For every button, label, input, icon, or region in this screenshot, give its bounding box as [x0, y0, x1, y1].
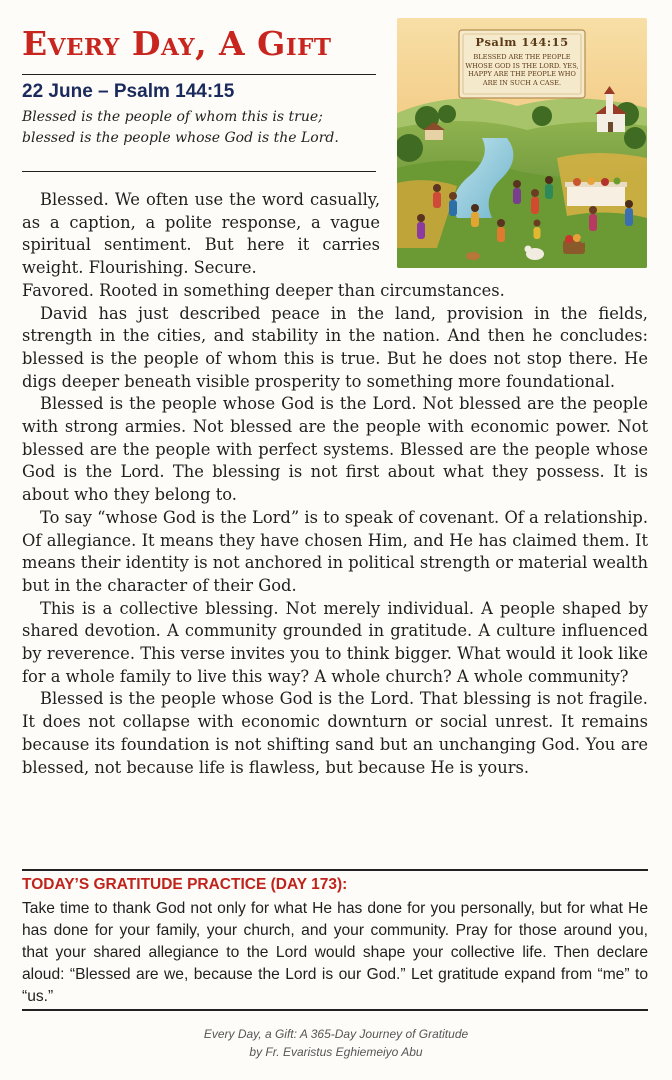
paragraph: Blessed is the people whose God is the Lord. That blessing is not fragile. It does not collapse with economic downturn or social unrest. It remains because its foundation is not shifting sand but an unchanging God. You are blessed, not because life is flawless, but because He is yours. — [22, 689, 648, 777]
caption-reference: Psalm 144:15 — [475, 35, 569, 49]
paragraph: This is a collective blessing. Not merely individual. A people shaped by shared devotion. A community grounded in gratitude. A culture influenced by reverence. This verse invites you to think bigger. What would it look like for a whole family to live this way? A whole church? A whole community? — [22, 598, 648, 686]
paragraph: Favored. Rooted in something deeper than circumstances. — [22, 280, 505, 300]
practice-top-divider — [22, 869, 648, 871]
illustration-caption — [461, 35, 583, 87]
practice-bottom-divider — [22, 1009, 648, 1011]
paragraph: Blessed is the people whose God is the Lord. Not blessed are the people with strong armies. Not blessed are the people with economic power. Not blessed are the people with perfect systems. Blessed are the people whose God is the Lord. The blessing is not first about what they possess. It is about who they belong to. — [22, 394, 648, 505]
devotional-body — [22, 189, 648, 779]
page-title: Every Day, A Gift — [22, 24, 332, 63]
date-line: 22 June – Psalm 144:15 — [22, 81, 235, 102]
book-title: Every Day, a Gift: A 365-Day Journey of Gratitude — [203, 1027, 469, 1041]
book-author: by Fr. Evaristus Eghiemeiyo Abu — [249, 1045, 423, 1059]
caption-text: BLESSED ARE THE PEOPLE WHOSE GOD IS THE LORD. YES, HAPPY ARE THE PEOPLE WHO ARE IN SUCH A CASE. — [465, 53, 579, 87]
verse-divider — [22, 171, 376, 172]
practice-heading: TODAY’S GRATITUDE PRACTICE (DAY 173): — [22, 876, 348, 893]
paragraph: Blessed. We often use the word casually, as a caption, a polite response, a vague spiritual sentiment. But here it carries weight. Flourishing. Secure. — [22, 190, 380, 278]
practice-text: Take time to thank God not only for what He has done for you personally, but for what He has done for your family, your church, and your community. Pray for those around you, that your shared allegiance to the Lord would shape your collective life. Then declare aloud: “Blessed are we, because the Lord is our God.” Let gratitude expand from “me” to “us.” — [22, 900, 648, 1005]
title-divider — [22, 74, 376, 75]
paragraph: To say “whose God is the Lord” is to speak of covenant. Of a relationship. Of allegiance. It means they have chosen Him, and He has claimed them. It means their identity is not anchored in political strength or material wealth but in the character of their God. — [22, 507, 648, 595]
paragraph: David has just described peace in the land, provision in the fields, strength in the cities, and stability in the nation. And then he concludes: blessed is the people of whom this is true. But he does not stop there. He digs deeper beneath visible prosperity to something more foundational. — [22, 303, 648, 391]
book-credit — [0, 1025, 672, 1061]
scripture-verse: Blessed is the people of whom this is true; blessed is the people whose God is the Lord. — [22, 109, 339, 146]
